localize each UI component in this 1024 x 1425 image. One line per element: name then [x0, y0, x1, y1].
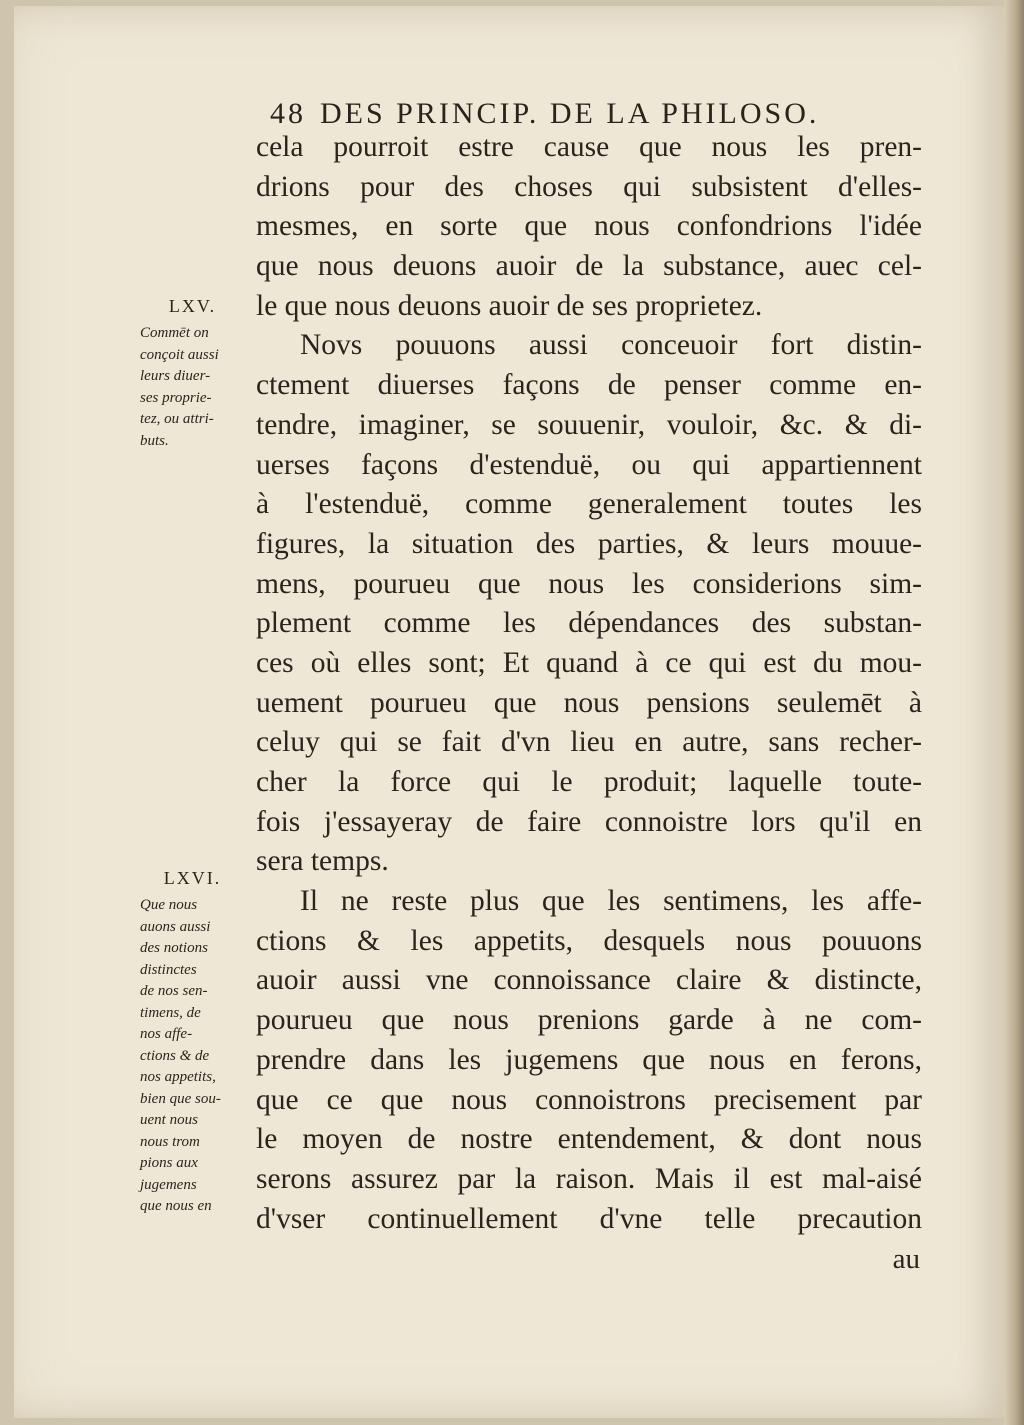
margin-note-number: LXVI.: [163, 868, 222, 888]
text-line: celuy qui se fait d'vn lieu en autre, sans recher-: [256, 726, 922, 759]
margin-note-line: tez, ou attri-: [140, 411, 214, 427]
text-line: uerses façons d'estenduë, ou qui appartiennent: [256, 448, 922, 481]
paragraph-start-line: Il ne reste plus que les sentimens, les affe-: [300, 885, 922, 918]
text-line: d'vser continuellement d'vne telle precaution: [256, 1202, 922, 1235]
text-line: pourueu que nous prenions garde à ne com-: [256, 1004, 922, 1037]
margin-note-line: leurs diuer-: [140, 368, 211, 384]
margin-note-line: pions aux: [140, 1155, 198, 1171]
body-text: [256, 128, 922, 1239]
margin-note-line: ses proprie-: [140, 389, 212, 406]
margin-note-lxvi: [140, 868, 245, 1218]
text-line: ctement diuerses façons de penser comme en-: [256, 369, 922, 402]
margin-note-line: nos appetits,: [140, 1069, 216, 1085]
text-line: serons assurez par la raison. Mais il est mal-aisé: [256, 1162, 922, 1195]
text-line: le que nous deuons auoir de ses proprietez.: [256, 289, 763, 322]
text-line: figures, la situation des parties, & leurs mouue-: [256, 527, 922, 560]
margin-note-line: buts.: [140, 432, 169, 449]
text-line: plement comme les dépendances des substan-: [256, 607, 922, 640]
margin-note-line: distinctes: [140, 961, 197, 978]
page-number: 48: [270, 97, 306, 130]
margin-note-line: des notions: [140, 940, 208, 956]
text-line: ctions & les appetits, desquels nous pouuons: [256, 924, 922, 957]
paragraph-start-line: Novs pouuons aussi conceuoir fort distin-: [300, 329, 922, 362]
margin-note-line: Que nous: [140, 897, 198, 913]
text-line: prendre dans les jugemens que nous en ferons,: [256, 1043, 922, 1076]
margin-note-number: LXV.: [168, 296, 217, 316]
page-edge: [1004, 0, 1024, 1425]
margin-note-line: nous trom: [140, 1133, 200, 1150]
text-line: mens, pourueu que nous les considerions sim-: [256, 567, 922, 600]
text-line: cher la force qui le produit; laquelle toute-: [256, 766, 922, 798]
margin-note-line: bien que sou-: [140, 1090, 221, 1107]
text-line: cela pourroit estre cause que nous les pren-: [256, 131, 922, 163]
text-line: ces où elles sont; Et quand à ce qui est du mou-: [256, 646, 922, 679]
margin-note-line: ctions & de: [140, 1047, 210, 1064]
margin-note-line: timens, de: [140, 1004, 201, 1021]
margin-note-line: que nous en: [140, 1198, 212, 1214]
text-line: sera temps.: [256, 845, 389, 878]
text-line: que nous deuons auoir de la substance, auec cel-: [256, 250, 922, 283]
text-line: que ce que nous connoistrons precisement par: [256, 1083, 922, 1116]
margin-note-line: jugemens: [140, 1176, 197, 1193]
text-line: fois j'essayeray de faire connoistre lors qu'il en: [256, 805, 922, 838]
running-title: DES PRINCIP. DE LA PHILOSO.: [320, 97, 820, 130]
text-line: drions pour des choses qui subsistent d'elles-: [256, 170, 922, 203]
margin-note-line: auons aussi: [140, 918, 211, 935]
text-line: mesmes, en sorte que nous confondrions l'idée: [256, 210, 922, 243]
catchword: au: [892, 1243, 920, 1275]
margin-note-lxv: [140, 296, 245, 452]
margin-note-line: Commēt on: [140, 325, 209, 341]
margin-note-line: de nos sen-: [140, 983, 208, 999]
margin-note-line: conçoit aussi: [140, 346, 219, 363]
margin-note-line: uent nous: [140, 1112, 198, 1128]
text-line: uement pourueu que nous pensions seulemēt à: [256, 686, 922, 719]
text-line: à l'estenduë, comme generalement toutes les: [256, 488, 922, 521]
text-line: auoir aussi vne connoissance claire & distincte,: [256, 964, 922, 997]
text-line: tendre, imaginer, se souuenir, vouloir, &c. & di-: [256, 408, 922, 441]
margin-note-line: nos affe-: [140, 1026, 193, 1042]
text-line: le moyen de nostre entendement, & dont nous: [256, 1123, 922, 1156]
